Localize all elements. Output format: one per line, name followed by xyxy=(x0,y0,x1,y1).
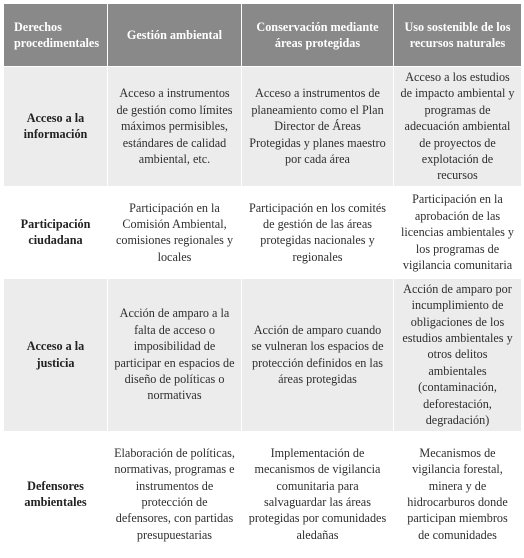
header-row xyxy=(4,4,522,67)
row-label: Defensores ambientales xyxy=(4,431,108,557)
table-header xyxy=(4,4,522,67)
header-environmental-management: Gestión ambiental xyxy=(108,4,242,67)
table-cell: Mecanismos de vigilancia forestal, minera y de hidrocarburos donde participan miembros de comunidades xyxy=(394,431,522,557)
table-body xyxy=(4,67,522,558)
table-row xyxy=(4,186,522,278)
table-row xyxy=(4,431,522,557)
table-cell: Participación en los comités de gestión de las áreas protegidas nacionales y regionales xyxy=(242,186,394,278)
table-cell: Acción de amparo a la falta de acceso o imposibilidad de participar en espacios de diseño de políticas o normativas xyxy=(108,278,242,431)
header-protected-areas: Conservación mediante áreas protegidas xyxy=(242,4,394,67)
table-cell: Acceso a instrumentos de gestión como límites máximos permisibles, estándares de calidad ambiental, etc. xyxy=(108,67,242,187)
table-cell: Acción de amparo cuando se vulneran los espacios de protección definidos en las áreas protegidas xyxy=(242,278,394,431)
header-sustainable-use: Uso sostenible de los recursos naturales xyxy=(394,4,522,67)
table-cell: Acceso a instrumentos de planeamiento como el Plan Director de Áreas Protegidas y planes maestro por cada área xyxy=(242,67,394,187)
table-cell: Acceso a los estudios de impacto ambiental y programas de adecuación ambiental de proyectos de explotación de recursos xyxy=(394,67,522,187)
table-cell: Participación en la aprobación de las licencias ambientales y los programas de vigilancia comunitaria xyxy=(394,186,522,278)
header-procedural-rights: Derechos procedimentales xyxy=(4,4,108,67)
table-row xyxy=(4,278,522,431)
row-label: Acceso a la justicia xyxy=(4,278,108,431)
table-cell: Elaboración de políticas, normativas, programas e instrumentos de protección de defensores, con partidas presupuestarias xyxy=(108,431,242,557)
table-cell: Acción de amparo por incumplimiento de obligaciones de los estudios ambientales y otros delitos ambientales (contaminación, deforestación, degradación) xyxy=(394,278,522,431)
row-label: Acceso a la información xyxy=(4,67,108,187)
table-cell: Participación en la Comisión Ambiental, comisiones regionales y locales xyxy=(108,186,242,278)
table-cell: Implementación de mecanismos de vigilancia comunitaria para salvaguardar las áreas protegidas por comunidades aledañas xyxy=(242,431,394,557)
rights-matrix-table xyxy=(3,3,522,558)
table-row xyxy=(4,67,522,187)
row-label: Participación ciudadana xyxy=(4,186,108,278)
